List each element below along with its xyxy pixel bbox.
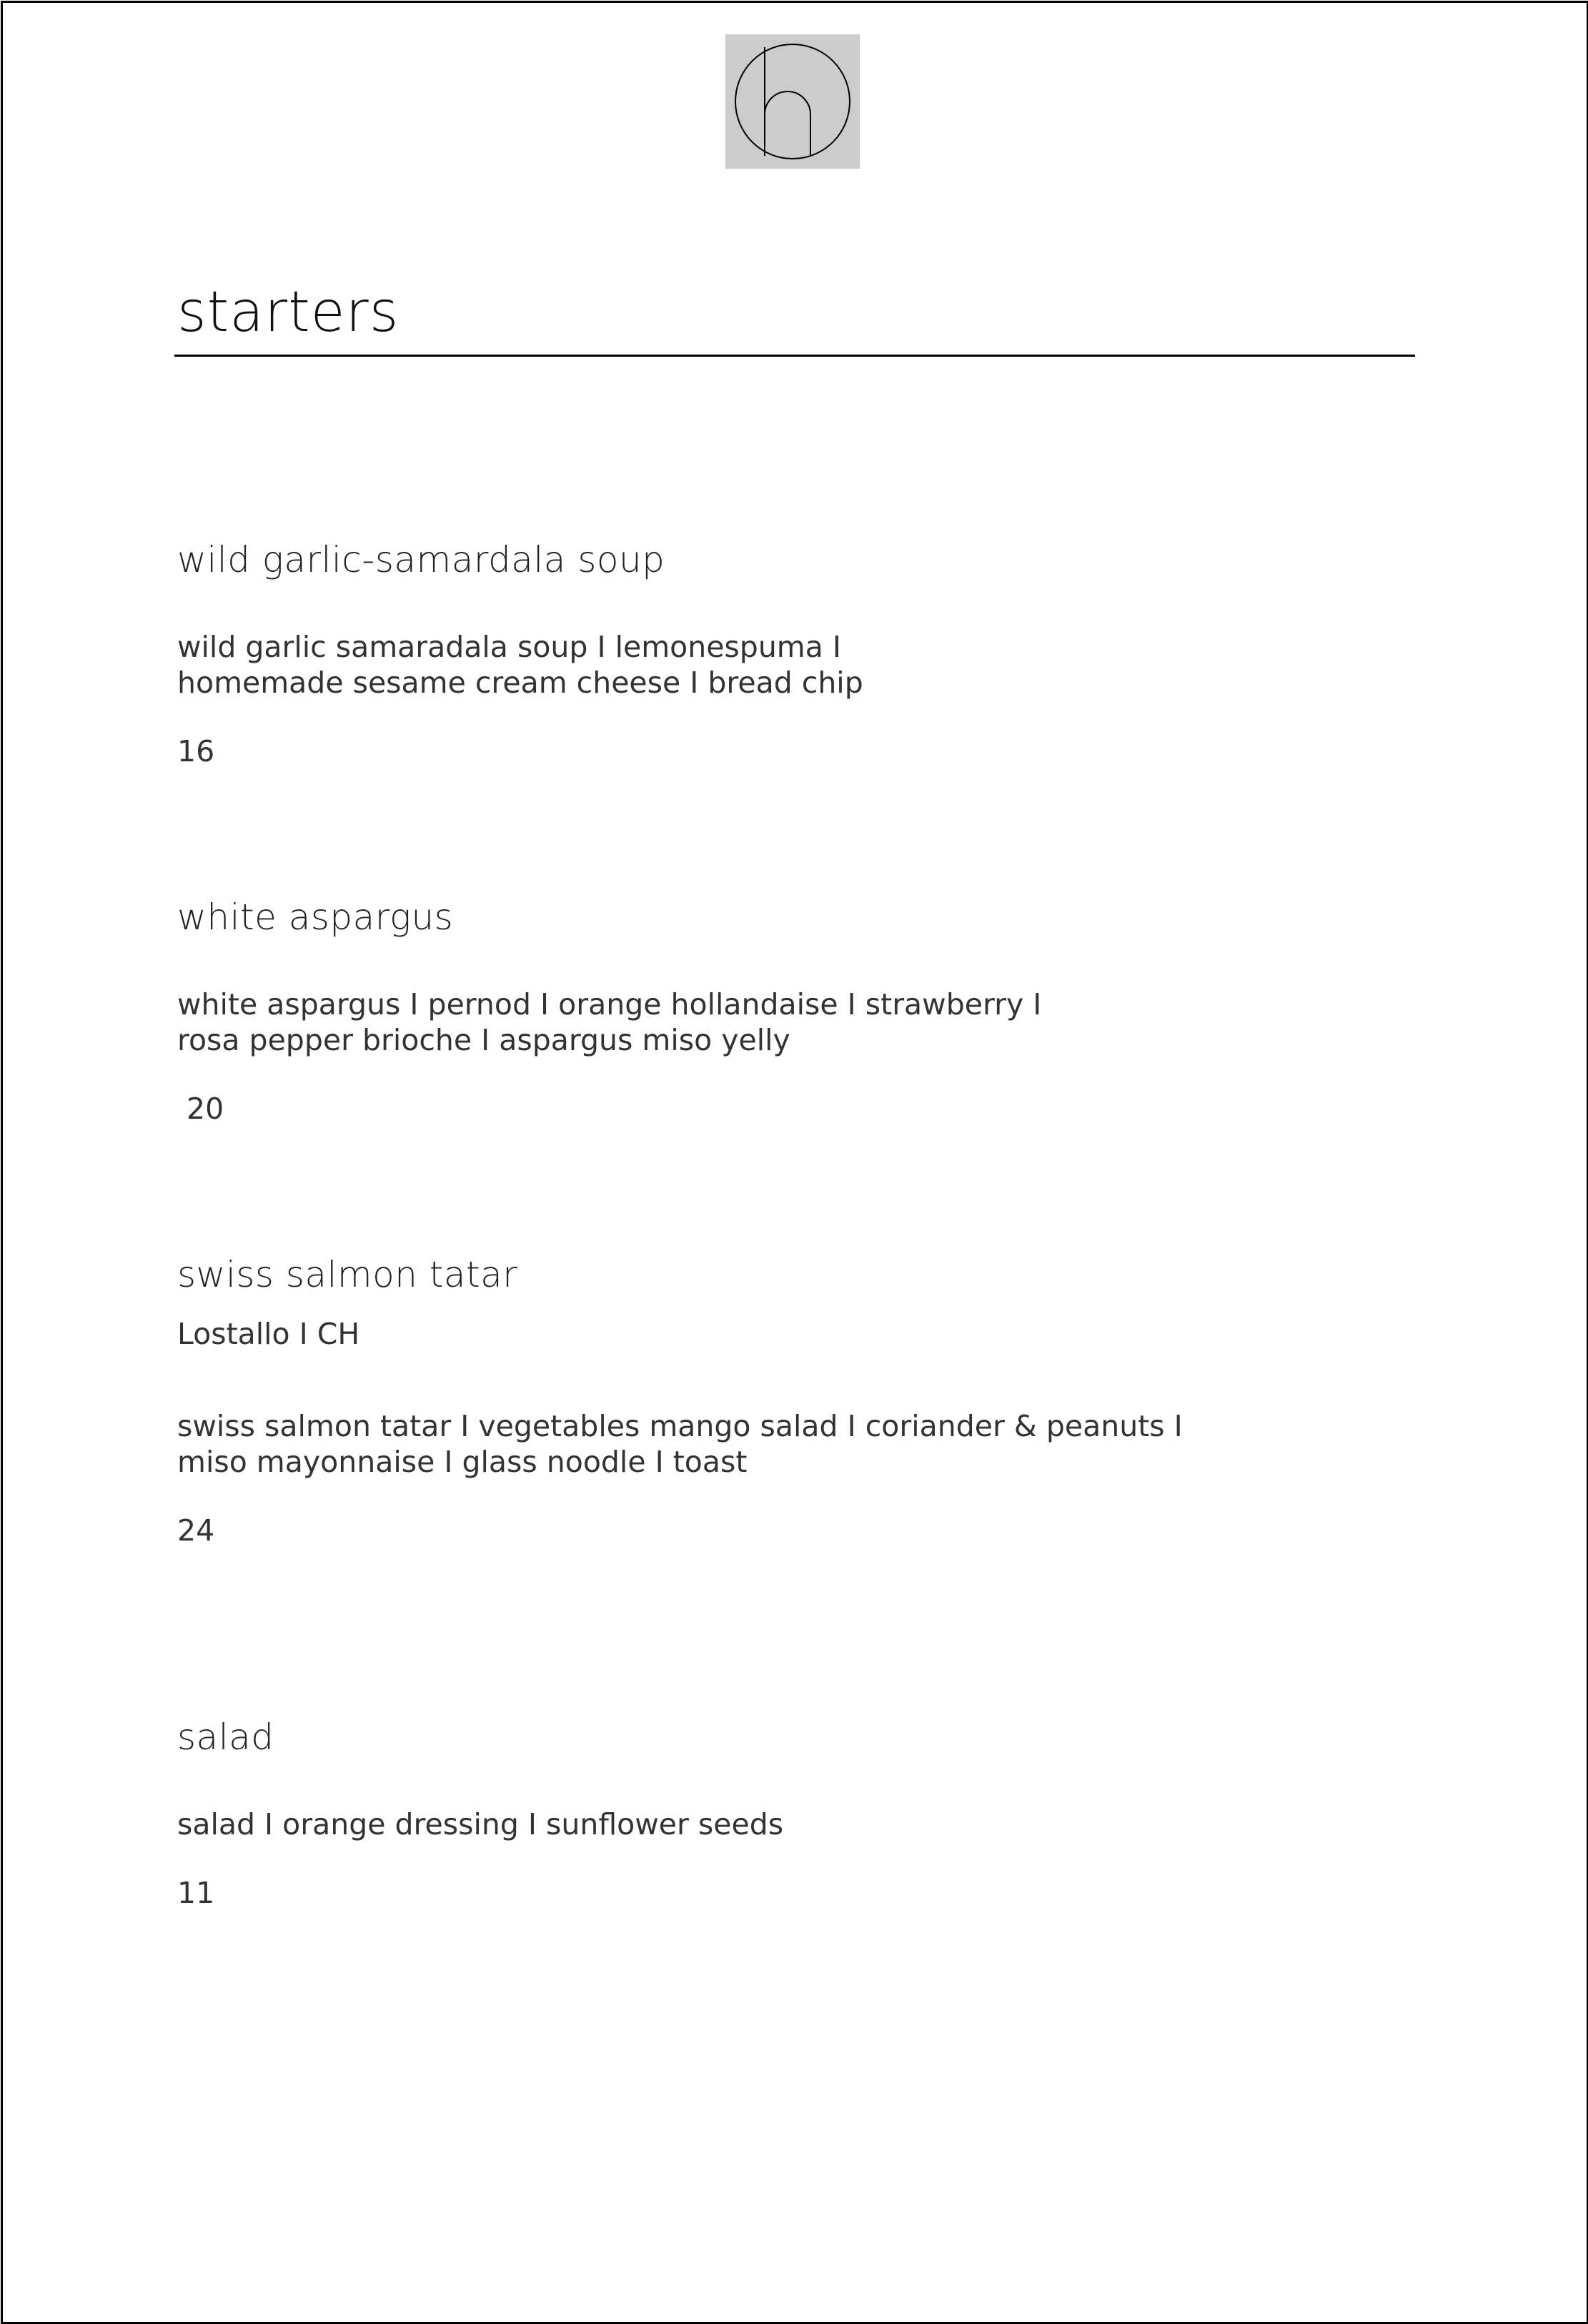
title-divider bbox=[174, 355, 1415, 357]
menu-item bbox=[177, 539, 1392, 768]
menu-item-description: salad I orange dressing I sunflower seeds bbox=[177, 1807, 784, 1841]
restaurant-logo bbox=[725, 34, 860, 169]
section-title: starters bbox=[177, 280, 400, 345]
menu-item-name: salad bbox=[177, 1716, 274, 1758]
menu-item bbox=[177, 1254, 1392, 1548]
menu-item-price: 16 bbox=[177, 734, 215, 768]
menu-item-name: swiss salmon tatar bbox=[177, 1254, 518, 1295]
menu-item-price: 11 bbox=[177, 1876, 215, 1910]
menu-item bbox=[177, 1716, 1392, 1910]
menu-item-origin: Lostallo I CH bbox=[177, 1317, 360, 1351]
h-circle-logo-icon bbox=[725, 34, 860, 169]
menu-item-name: white aspargus bbox=[177, 896, 454, 938]
menu-item-price: 24 bbox=[177, 1513, 215, 1548]
page-border bbox=[1, 1, 1588, 2324]
menu-item-price: 20 bbox=[177, 1092, 224, 1126]
menu-item-description: white aspargus I pernod I orange hollandaise I strawberry I rosa pepper brioche I aspargus miso yelly bbox=[177, 987, 1042, 1057]
menu-item-description: swiss salmon tatar I vegetables mango salad I coriander & peanuts I miso mayonnaise I glass noodle I toast bbox=[177, 1409, 1183, 1479]
menu-item-description: wild garlic samaradala soup I lemonespuma I homemade sesame cream cheese I bread chip bbox=[177, 630, 863, 700]
menu-item-name: wild garlic-samardala soup bbox=[177, 539, 665, 580]
menu-item bbox=[177, 896, 1392, 1126]
